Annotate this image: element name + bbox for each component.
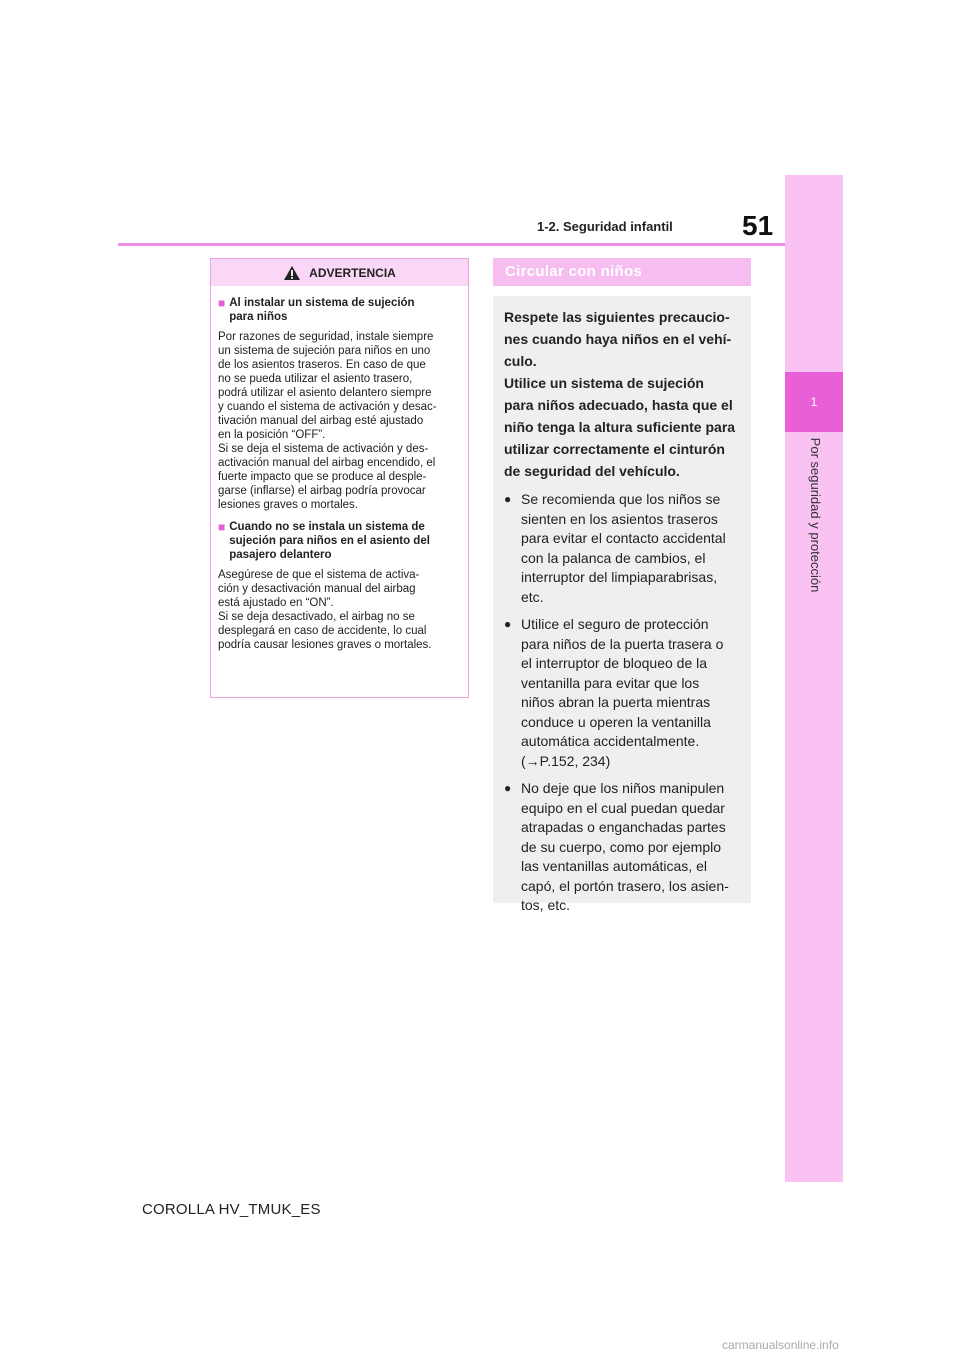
chapter-side-tab [785, 175, 843, 1182]
chapter-number: 1 [810, 395, 818, 409]
chapter-number-tab [785, 372, 843, 432]
warning-line: de los asientos traseros. En caso de que [218, 359, 426, 371]
warning-header [211, 259, 468, 286]
bullet-line: sienten en los asientos traseros [521, 510, 718, 527]
bullet-line: automática accidentalmente. [521, 733, 700, 749]
watermark: carmanualsonline.info [722, 1338, 839, 1352]
bullet-line: tos, etc. [521, 897, 571, 913]
warning-line: un sistema de sujeción para niños en uno [218, 345, 431, 357]
warning-title: ADVERTENCIA [309, 265, 396, 280]
circular-intro-line: niño tenga la altura suficiente para [504, 419, 736, 435]
warning-line: fuerte impacto que se produce al desple- [218, 471, 427, 483]
warning-line: ción y desactivación manual del airbag [218, 583, 416, 595]
circular-intro-line: utilizar correctamente el cinturón [504, 441, 725, 457]
warning-line: en la posición “OFF”. [218, 429, 326, 441]
warning-line: Si se deja el sistema de activación y des- [218, 443, 429, 455]
chapter-label: Por seguridad y protección [808, 437, 823, 593]
warning-line: podría causar lesiones graves o mortales. [218, 639, 432, 651]
warning-subheading [218, 296, 461, 324]
warning-line: Si se deja desactivado, el airbag no se [218, 611, 415, 623]
bullet-item [504, 779, 741, 916]
warning-line: lesiones graves o mortales. [218, 499, 358, 511]
bullet-dot-icon: ● [504, 617, 512, 631]
warning-paragraph [218, 568, 461, 652]
circular-intro-line: Respete las siguientes precaucio- [504, 309, 730, 325]
circular-box [493, 296, 751, 913]
warning-subheading-text [229, 520, 430, 562]
warning-line: activación manual del airbag encendido, el [218, 457, 436, 469]
bullet-line: No deje que los niños manipulen [521, 780, 725, 796]
bullet-line: las ventanillas automáticas, el [521, 858, 707, 874]
circular-intro [504, 306, 741, 482]
circular-bullets [504, 490, 741, 916]
bullet-line: (→P.152, 234) [521, 752, 611, 769]
bullet-line: Se recomienda que los niños se [521, 491, 721, 507]
square-bullet-icon: ■ [218, 296, 226, 310]
bullet-line: de su cuerpo, como por ejemplo [521, 838, 721, 855]
footer-model: COROLLA HV_TMUK_ES [142, 1201, 321, 1218]
warning-subheading-line: para niños [229, 311, 288, 323]
warning-subheading [218, 520, 461, 562]
bullet-dot-icon: ● [504, 492, 512, 506]
bullet-text [521, 615, 723, 771]
bullet-item [504, 490, 741, 607]
bullet-line: interruptor del limpiaparabrisas, [521, 569, 718, 585]
square-bullet-icon: ■ [218, 520, 226, 534]
bullet-line: para evitar el contacto accidental [521, 530, 726, 546]
circular-intro-line: culo. [504, 353, 537, 369]
bullet-line: niños abran la puerta mientras [521, 694, 711, 710]
bullet-line: para niños de la puerta trasera o [521, 635, 724, 652]
header-divider [118, 243, 785, 246]
warning-subheading-line: pasajero delantero [229, 549, 332, 561]
bullet-line: ventanilla para evitar que los [521, 674, 700, 691]
bullet-line: equipo en el cual puedan quedar [521, 799, 725, 816]
bullet-line: el interruptor de bloqueo de la [521, 655, 708, 671]
warning-line: garse (inflarse) el airbag podría provocar [218, 485, 426, 497]
bullet-text [521, 779, 729, 916]
warning-box [210, 258, 469, 698]
bullet-line: etc. [521, 588, 544, 605]
warning-line: no se pueda utilizar el asiento trasero, [218, 373, 413, 385]
warning-line: desplegará en caso de accidente, lo cual [218, 625, 427, 637]
bullet-dot-icon: ● [504, 781, 512, 795]
circular-intro-line: Utilice un sistema de sujeción [504, 375, 704, 391]
warning-paragraph [218, 330, 461, 512]
warning-line: tivación manual del airbag esté ajustado [218, 415, 424, 427]
warning-line: Asegúrese de que el sistema de activa- [218, 569, 420, 581]
warning-line: y cuando el sistema de activación y desac- [218, 401, 437, 413]
warning-subheading-text [229, 296, 414, 324]
circular-intro-line: de seguridad del vehículo. [504, 463, 680, 479]
warning-line: podrá utilizar el asiento delantero siempre [218, 387, 432, 399]
warning-line: Por razones de seguridad, instale siempre [218, 331, 434, 343]
bullet-line: Utilice el seguro de protección [521, 616, 709, 632]
bullet-line: conduce u operen la ventanilla [521, 713, 711, 730]
section-title: 1-2. Seguridad infantil [537, 219, 673, 234]
warning-line: está ajustado en “ON”. [218, 597, 334, 609]
circular-heading: Circular con niños [493, 258, 751, 286]
bullet-text [521, 490, 726, 607]
circular-intro-line: para niños adecuado, hasta que el [504, 397, 733, 413]
bullet-line: con la palanca de cambios, el [521, 549, 706, 566]
bullet-line: capó, el portón trasero, los asien- [521, 877, 729, 894]
bullet-item [504, 615, 741, 771]
warning-triangle-icon [283, 265, 301, 281]
page-number: 51 [742, 210, 774, 241]
warning-subheading-line: Al instalar un sistema de sujeción [229, 297, 415, 309]
warning-subheading-line: sujeción para niños en el asiento del [229, 535, 430, 547]
bullet-line: atrapadas o enganchadas partes [521, 819, 726, 835]
circular-intro-line: nes cuando haya niños en el vehí- [504, 331, 732, 347]
warning-subheading-line: Cuando no se instala un sistema de [229, 521, 425, 533]
warning-body [211, 286, 468, 652]
